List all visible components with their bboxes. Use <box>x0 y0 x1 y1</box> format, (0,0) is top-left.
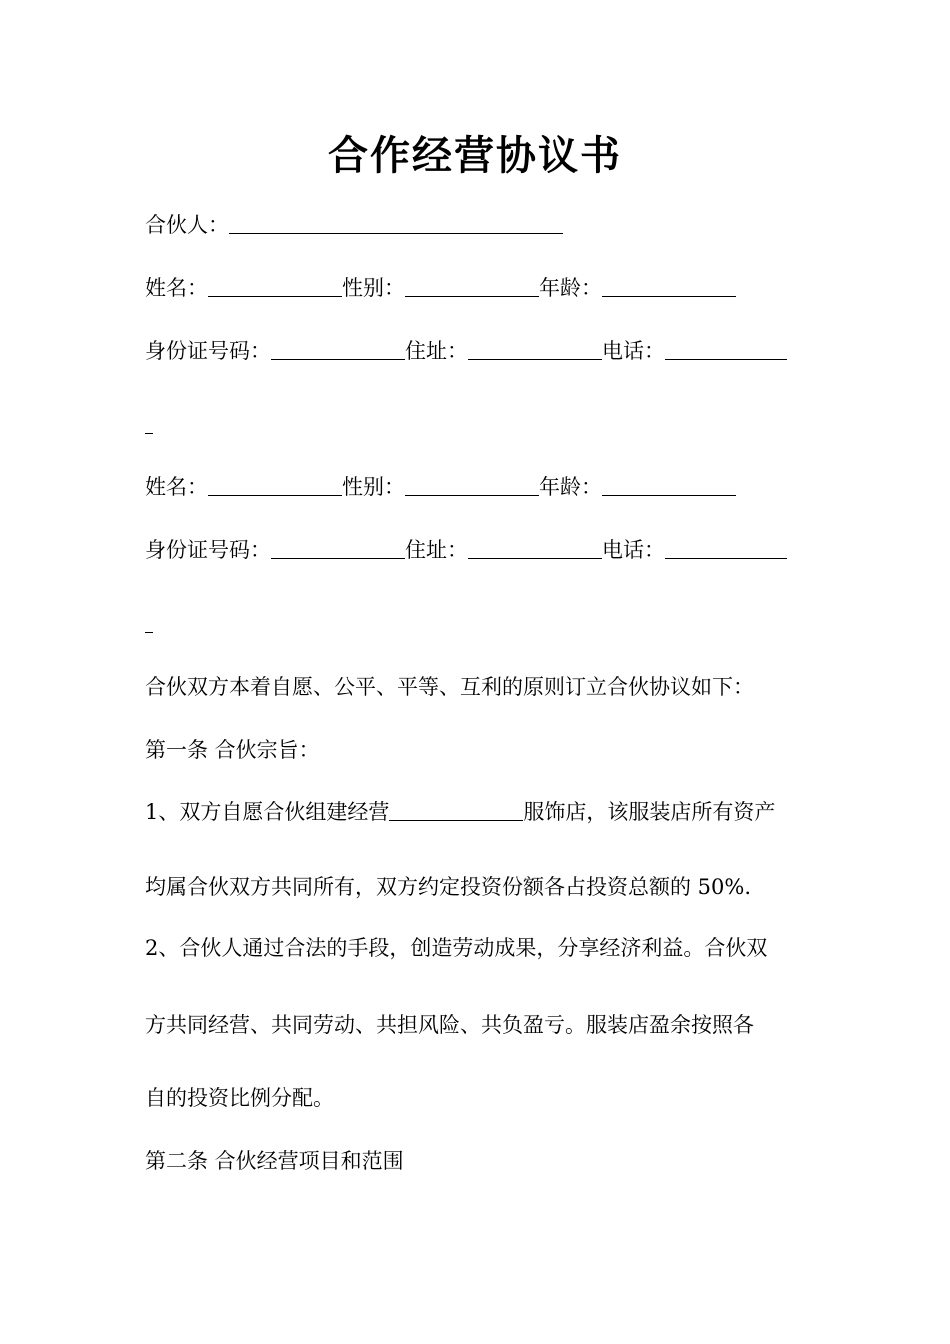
article-1-item-1-text-b: 服饰店，该服装店所有资产 <box>523 800 776 824</box>
party-b-gender-blank <box>405 475 539 496</box>
party-b-age-blank <box>602 475 736 496</box>
party-a-basic-line <box>145 273 810 303</box>
party-a-contact-line <box>145 336 810 366</box>
party-b-wrap-line <box>145 611 810 641</box>
partner-line <box>145 210 810 240</box>
article-1-item-1-line-1 <box>145 797 810 827</box>
article-1-heading: 第一条 合伙宗旨： <box>145 738 320 762</box>
party-a-age-blank <box>602 276 736 297</box>
page-title: 合作经营协议书 <box>328 133 622 179</box>
party-a-id-label: 身份证号码： <box>145 339 271 363</box>
party-b-name-label: 姓名： <box>145 475 208 499</box>
article-1-item-2-line-1: 2、合伙人通过合法的手段，创造劳动成果，分享经济利益。合伙双 <box>145 936 768 960</box>
party-b-name-blank <box>208 475 342 496</box>
party-a-address-label: 住址： <box>405 339 468 363</box>
party-a-age-label: 年龄： <box>539 276 602 300</box>
article-1-item-1-text-a: 1、双方自愿合伙组建经营 <box>145 800 390 824</box>
party-b-id-blank <box>271 538 405 559</box>
party-b-address-blank <box>468 538 602 559</box>
party-a-address-blank <box>468 339 602 360</box>
partner-blank <box>229 213 563 234</box>
party-a-phone-label: 电话： <box>602 339 665 363</box>
party-a-id-blank <box>271 339 405 360</box>
article-1-item-2-line-3: 自的投资比例分配。 <box>145 1086 334 1110</box>
party-b-gender-label: 性别： <box>342 475 405 499</box>
party-b-contact-line <box>145 535 810 565</box>
party-a-gender-label: 性别： <box>342 276 405 300</box>
party-a-wrap-line <box>145 412 810 442</box>
article-1-item-2-line-2: 方共同经营、共同劳动、共担风险、共负盈亏。服装店盈余按照各 <box>145 1013 754 1037</box>
party-a-name-label: 姓名： <box>145 276 208 300</box>
party-b-phone-blank-overflow <box>145 614 153 633</box>
party-a-phone-blank-overflow <box>145 415 153 434</box>
party-b-phone-label: 电话： <box>602 538 665 562</box>
party-a-phone-blank <box>665 339 787 360</box>
party-a-name-blank <box>208 276 342 297</box>
preamble-paragraph: 合伙双方本着自愿、公平、平等、互利的原则订立合伙协议如下： <box>145 675 754 699</box>
shop-name-blank <box>389 800 523 821</box>
party-b-basic-line <box>145 472 810 502</box>
party-b-address-label: 住址： <box>405 538 468 562</box>
article-1-item-1-line-2: 均属合伙双方共同所有，双方约定投资份额各占投资总额的 50%. <box>145 875 752 899</box>
party-b-phone-blank <box>665 538 787 559</box>
party-b-id-label: 身份证号码： <box>145 538 271 562</box>
article-2-heading: 第二条 合伙经营项目和范围 <box>145 1149 404 1173</box>
partner-label: 合伙人： <box>145 213 229 237</box>
party-a-gender-blank <box>405 276 539 297</box>
party-b-age-label: 年龄： <box>539 475 602 499</box>
